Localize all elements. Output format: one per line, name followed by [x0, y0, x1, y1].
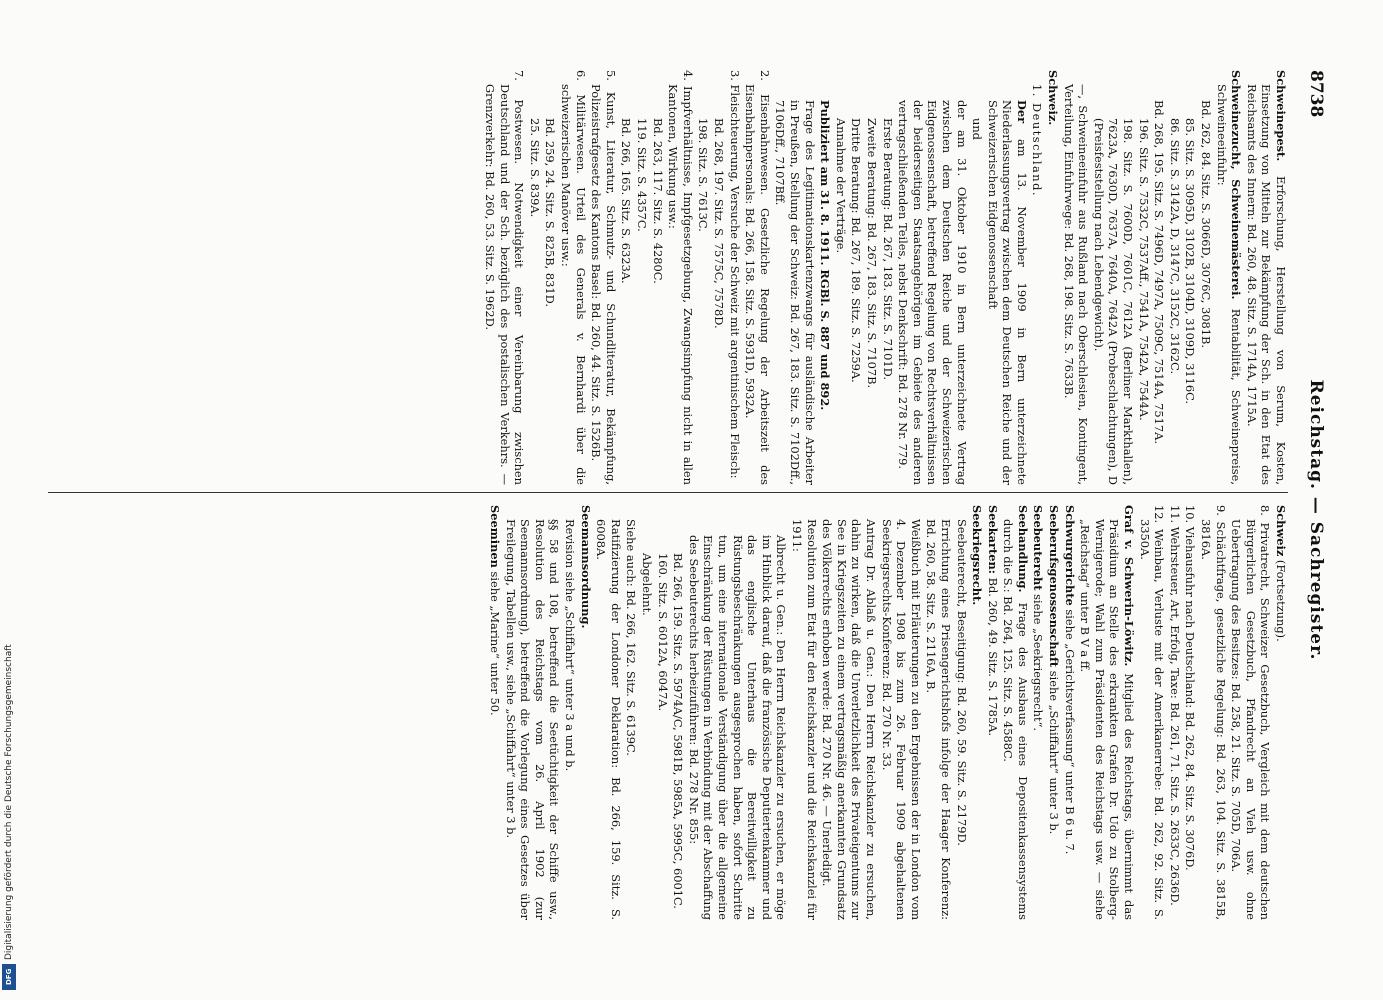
entry-text: §§ 58 und 108, betreffend die Seetüchtigkeit der Schiffe usw., Resolution des Reichstags vom 26. April 1902 (zur Seemannsordnung), betreffend die Vorlegung eines Gesetzes über Freilegung, Tabellen usw., siehe „Schiffahrt“ unter 3 b.: [503, 519, 562, 920]
entry-keyword: Seekriegsrecht.: [970, 505, 985, 606]
entry-text: 86. Sitz. S. 3142A, D, 3147C, 3152C, 3162C.: [1167, 118, 1182, 375]
index-entry: [1046, 70, 1061, 485]
index-entry: [880, 70, 895, 485]
index-entry: [1167, 70, 1182, 485]
document-page: [22, 0, 1362, 1000]
entry-text: 198. Sitz. S. 7613C.: [696, 118, 711, 232]
entry-text: und: [970, 118, 985, 140]
index-entry: [671, 505, 686, 920]
entry-text: 6. Militärwesen. Urteil des Generals v. Bernhardi über die schweizerischen Manöver usw.:: [559, 70, 588, 485]
entry-text: 198. Sitz. S. 7600D, 7601C, 7612A (Berliner Markthallen), 7623A, 7630D, 7637A, 7640A, 7642A (Probeschlachtungen), D (Preisfeststellung nach Lebendgewicht).: [1091, 118, 1136, 485]
entry-text: Annahme der Verträge.: [833, 118, 848, 254]
entry-text: 119. Sitz. S. 4357C.: [635, 118, 650, 232]
entry-text: 5. Kunst, Literatur, Schmutz- und Schundliteratur, Bekämpfung, Polizeistrafgesetz des Kantons Basel: Bd. 260, 44. Sitz. S. 1526B.: [589, 70, 618, 485]
index-entry: [1167, 505, 1182, 920]
index-entry: [1061, 70, 1090, 485]
entry-text: Revision siehe „Schiffahrt“ unter 3 a und b.: [563, 519, 578, 772]
entry-text: Erforschung, Herstellung von Serum, Kosten, Einsetzung von Mitteln zur Bekämpfung der Sch. in den Etat des Reichsamts des Innern: Bd. 260, 48. Sitz. S. 1714A, 1715A.: [1244, 84, 1288, 485]
index-entry: [954, 505, 969, 920]
index-entry: [594, 505, 623, 920]
entry-text: Bd. 263, 117. Sitz. S. 4280C.: [650, 118, 665, 284]
entry-text: 7. Postwesen. Notwendigkeit einer Vereinbarung zwischen Deutschland und der Sch. bezüglich des postalischen Verkehrs. — Grenzverkehr: Bd. 260, 53. Sitz. S. 1962D.: [483, 70, 527, 485]
entry-text: siehe „Marine“ unter 50.: [488, 567, 503, 716]
index-entry: [639, 505, 654, 920]
entry-text: Bd. 262, 84. Sitz. S. 3066D, 3076C, 3081B.: [1199, 100, 1214, 349]
entry-text: siehe „Gerichtsverfassung“ unter B 6 u. 7.: [1062, 605, 1077, 855]
entry-text: —, Schweineeinfuhr aus Rußland nach Oberschlesien, Kontingent, Verteilung, Einfuhrwege: Bd. 268, 198. Sitz. S. 7633B.: [1061, 84, 1091, 485]
entry-text: Bd. 268, 195. Sitz. S. 7496D, 7497A, 7509C, 7514A, 7517A.: [1152, 100, 1167, 445]
index-entry: [503, 505, 561, 920]
index-entry: [849, 70, 864, 485]
entry-text: Resolution zum Etat für den Reichskanzler und die Reichskanzlei für 1911:: [790, 519, 819, 920]
index-entry: [970, 70, 985, 485]
index-entry: [1229, 505, 1273, 920]
entry-text: Albrecht u. Gen.: Den Herrn Reichskanzler zu ersuchen, er möge im Hinblick darauf, daß die französische Deputiertenkammer und das englische Unterhaus die Bereitwilligkeit zu Rüstungsbeschränkungen ausgesprochen haben, sofort Schritte tun, um eine internationale Verständigung über die allgemeine Einschränkung der Rüstungen in Verbindung mit der Abschaffung des Seebeuterechts herbeizuführen: Bd. 278 Nr. 855:: [686, 535, 789, 920]
entry-text: 85. Sitz. S. 3095D, 3102B, 3104D, 3109D, 3116C.: [1183, 118, 1198, 405]
entry-text: Bd. 260, 49. Sitz. S. 1785A.: [985, 574, 1000, 736]
index-entry: [1273, 505, 1288, 920]
entry-keyword: Seebeutereht: [1031, 505, 1046, 591]
entry-keyword: Schweinezucht, Schweinemästerei.: [1229, 70, 1244, 300]
entry-text: 10. Viehausfuhr nach Deutschland: Bd. 262, 84. Sitz. S. 3076D.: [1183, 505, 1198, 871]
entry-text: Bd. 266, 159. Sitz. S. 5974A/C, 5981B, 5985A, 5995C, 6001C.: [671, 553, 686, 909]
entry-text: 1. Deutschland.: [1030, 84, 1045, 198]
index-entry: [1198, 505, 1227, 920]
entry-text: Ratifizierung der Londoner Deklaration: Bd. 266, 159. Sitz. S. 6008A.: [594, 519, 623, 920]
entry-text: Zweite Beratung: Bd. 267, 183. Sitz. S. 7107B.: [864, 118, 879, 389]
index-entry: [820, 505, 878, 920]
index-entry: [743, 70, 772, 485]
entry-keyword: Schweiz.: [1046, 70, 1061, 126]
entry-text: Erste Beratung: Bd. 267, 183. Sitz. S. 7101D.: [880, 118, 895, 381]
entry-text: Errichtung eines Prisengerichtshofs infolge der Haager Konferenz: Bd. 260, 58. Sitz. S. 2116A, B.: [924, 519, 953, 920]
entry-keyword: Seehandlung.: [1015, 505, 1030, 593]
index-entry: [970, 505, 985, 920]
entry-text: Bd. 266, 165. Sitz. S. 6323A.: [619, 118, 634, 284]
index-entry: [985, 505, 1000, 920]
entry-text: Weißbuch mit Erläuterungen zu den Ergebnissen der in London vom 4. Dezember 1908 bis zum 26. Februar 1909 abgehaltenen Seekriegsrechts-Konferenz: Bd. 270 Nr. 33.: [879, 519, 923, 920]
entry-keyword: Seeminen: [488, 505, 503, 568]
index-entry: [727, 70, 742, 485]
index-entry: [696, 70, 711, 485]
right-column: [487, 505, 1288, 920]
index-entry: [1091, 70, 1135, 485]
index-entry: [985, 70, 1029, 485]
index-entry: [686, 505, 788, 920]
page-title: Reichstag. — Sachregister.: [1306, 379, 1326, 661]
entry-text: 11. Wehrsteuer, Art, Erfolg, Taxe: Bd. 261, 71. Sitz. S. 2633C, 2636D.: [1167, 505, 1182, 906]
index-entry: [896, 70, 969, 485]
entry-text: Rentabilität, Schweinepreise, Schweineeinfuhr:: [1214, 84, 1244, 485]
entry-keyword: Der: [1014, 100, 1029, 124]
index-entry: [1244, 70, 1288, 485]
entry-keyword: Seekarten:: [985, 505, 1000, 574]
entry-text: Antrag Dr. Ablaß u. Gen.: Den Herrn Reichskanzler zu ersuchen, dahin zu wirken, daß die Unverletzlichkeit des Privateigentums zur See in Kriegszeiten zu einem vertragsmäßig anerkannten Grundsatz des Völkerrechts erhoben werde: Bd. 270 Nr. 46. — Unerledigt.: [820, 519, 878, 920]
index-entry: [483, 70, 527, 485]
index-entry: [624, 505, 639, 920]
entry-text: Seebeuterecht, Beseitigung: Bd. 260, 59. Sitz. S. 2179D.: [954, 519, 969, 846]
credit-text: Digitalisierung gefördert durch die Deutsche Forschungsgemeinschaft: [4, 644, 14, 960]
entry-text: 4. Impfverhältnisse, Impfgesetzgebung, Zwangsimpfung nicht in allen Kantonen, Wirkung usw.:: [666, 70, 695, 485]
index-entry: [543, 70, 558, 485]
entry-keyword: Seemannsordnung.: [578, 505, 593, 629]
index-entry: [1214, 70, 1243, 485]
entry-keyword: Schweiz: [1274, 505, 1288, 557]
entry-text: Abgelehnt.: [640, 553, 655, 616]
index-entry: [619, 70, 634, 485]
index-entry: [527, 70, 542, 485]
index-entry: [773, 70, 817, 485]
left-column: [482, 70, 1288, 485]
entry-keyword: Publiziert am 31. 8. 1911. RGBl. S. 887 und 892.: [818, 100, 833, 411]
index-entry: [1136, 70, 1151, 485]
entry-text: Siehe auch: Bd. 266, 162. Sitz. S. 6139C.: [624, 519, 639, 756]
index-entry: [1137, 505, 1166, 920]
index-entry: [559, 70, 588, 485]
dfg-logo: DFG: [2, 964, 16, 990]
index-entry: [1078, 505, 1136, 920]
entry-text: 2. Eisenbahnwesen. Gesetzliche Regelung der Arbeitszeit des Eisenbahnpersonals: Bd. 266, 158. Sitz. S. 5931D, 5932A.: [743, 70, 772, 485]
digitization-credit: [0, 600, 18, 1000]
index-entry: [488, 505, 503, 920]
index-entry: [1198, 70, 1213, 485]
entry-text: 12. Weinbau, Verluste mit der Amerikanerrebe: Bd. 262, 92. Sitz. S. 3350A.: [1137, 505, 1167, 920]
entry-keyword: Schwurgerichte: [1062, 505, 1077, 606]
entry-text: siehe „Schiffahrt“ unter 3 b.: [1047, 667, 1062, 835]
index-entry: [1183, 70, 1198, 485]
entry-text: 9. Schächtfrage, gesetzliche Regelung: Bd. 263, 104. Sitz. S. 3815B, 3816A.: [1199, 505, 1228, 920]
entry-text: Bd. 268, 197. Sitz. S. 7575C, 7578D.: [712, 118, 727, 329]
index-entry: [818, 70, 833, 485]
entry-text: Frage des Legitimationskartenzwangs für ausländische Arbeiter in Preußen, Stellung der Schweiz: Bd. 267, 183. Sitz. S. 7102Dff., 7106Dff., 7107Bff.: [773, 100, 817, 485]
entry-text: der am 31. Oktober 1910 in Bern unterzeichnete Vertrag zwischen dem Deutschen Reiche und der Schweizerischen Eidgenossenschaft, betreffend Regelung von Rechtsverhältnissen der beiderseitigen Staatsangehörigen im Gebiete des anderen vertragschließenden Teiles, nebst Denkschrift: Bd. 278 Nr. 779.: [896, 100, 969, 485]
entry-text: 3. Fleischteuerung, Versuche der Schweiz mit argentinischem Fleisch:: [727, 70, 742, 479]
index-entry: [1001, 505, 1030, 920]
index-entry: [924, 505, 953, 920]
index-entry: [1031, 505, 1046, 920]
entry-text: am 13. November 1909 in Bern unterzeichnete Niederlassungsvertrag zwischen dem Deutschen Reiche und der Schweizerischen Eidgenossenschaft: [985, 100, 1029, 485]
index-entry: [864, 70, 879, 485]
entry-keyword: Graf v. Schwerin-Löwitz.: [1122, 505, 1137, 667]
index-entry: [1183, 505, 1198, 920]
index-entry: [879, 505, 923, 920]
entry-text: 8. Privatrecht, Schweizer Gesetzbuch, Vergleich mit dem deutschen Bürgerlichen Gesetzbuch, Pfandrecht an Vieh usw. ohne Uebertragung des Besitzes: Bd. 258, 21. Sitz. S. 705D, 706A.: [1229, 505, 1273, 920]
index-entry: [1030, 70, 1045, 485]
entry-keyword: Schweinepest.: [1274, 70, 1288, 162]
index-entry: [666, 70, 695, 485]
index-entry: [655, 505, 670, 920]
column-divider: [48, 492, 1288, 493]
page-number: 8738: [1306, 70, 1326, 118]
entry-text: Bd. 259, 24. Sitz. S. 825B, 831D.: [543, 118, 558, 307]
index-entry: [1152, 70, 1167, 485]
entry-text: Mitglied des Reichstags, übernimmt das Präsidium an Stelle des erkrankten Grafen Dr. Udo zu Stolberg-Wernigerode; Wahl zum Präsidenten des Reichstags usw. — siehe „Reichstag“ unter B V a ff.: [1078, 519, 1137, 920]
index-entry: [711, 70, 726, 485]
entry-text: 160. Sitz. S. 6012A, 6047A.: [655, 553, 670, 712]
index-entry: [650, 70, 665, 485]
index-entry: [833, 70, 848, 485]
index-entry: [789, 505, 818, 920]
index-entry: [634, 70, 649, 485]
index-entry: [589, 70, 618, 485]
entry-text: 196. Sitz. S. 7532C, 7537Aff., 7541A, 7542A, 7544A.: [1136, 118, 1151, 421]
index-entry: [1047, 505, 1062, 920]
entry-text: 25. Sitz. S. 839A.: [527, 118, 542, 218]
entry-text: (Fortsetzung).: [1274, 556, 1288, 642]
entry-keyword: Seeberufsgenossenschaft: [1047, 505, 1062, 668]
index-entry: [1062, 505, 1077, 920]
entry-text: Dritte Beratung: Bd. 267, 189. Sitz. S. 7259A.: [849, 118, 864, 383]
index-entry: [578, 505, 593, 920]
page-header: [1292, 70, 1326, 970]
index-entry: [563, 505, 578, 920]
entry-text: Frage des Ausbaus eines Depositenkassensystems durch die S.: Bd. 264, 125. Sitz. S. 4588C.: [1001, 519, 1030, 920]
entry-text: siehe „Seekriegsrecht“.: [1031, 590, 1046, 732]
